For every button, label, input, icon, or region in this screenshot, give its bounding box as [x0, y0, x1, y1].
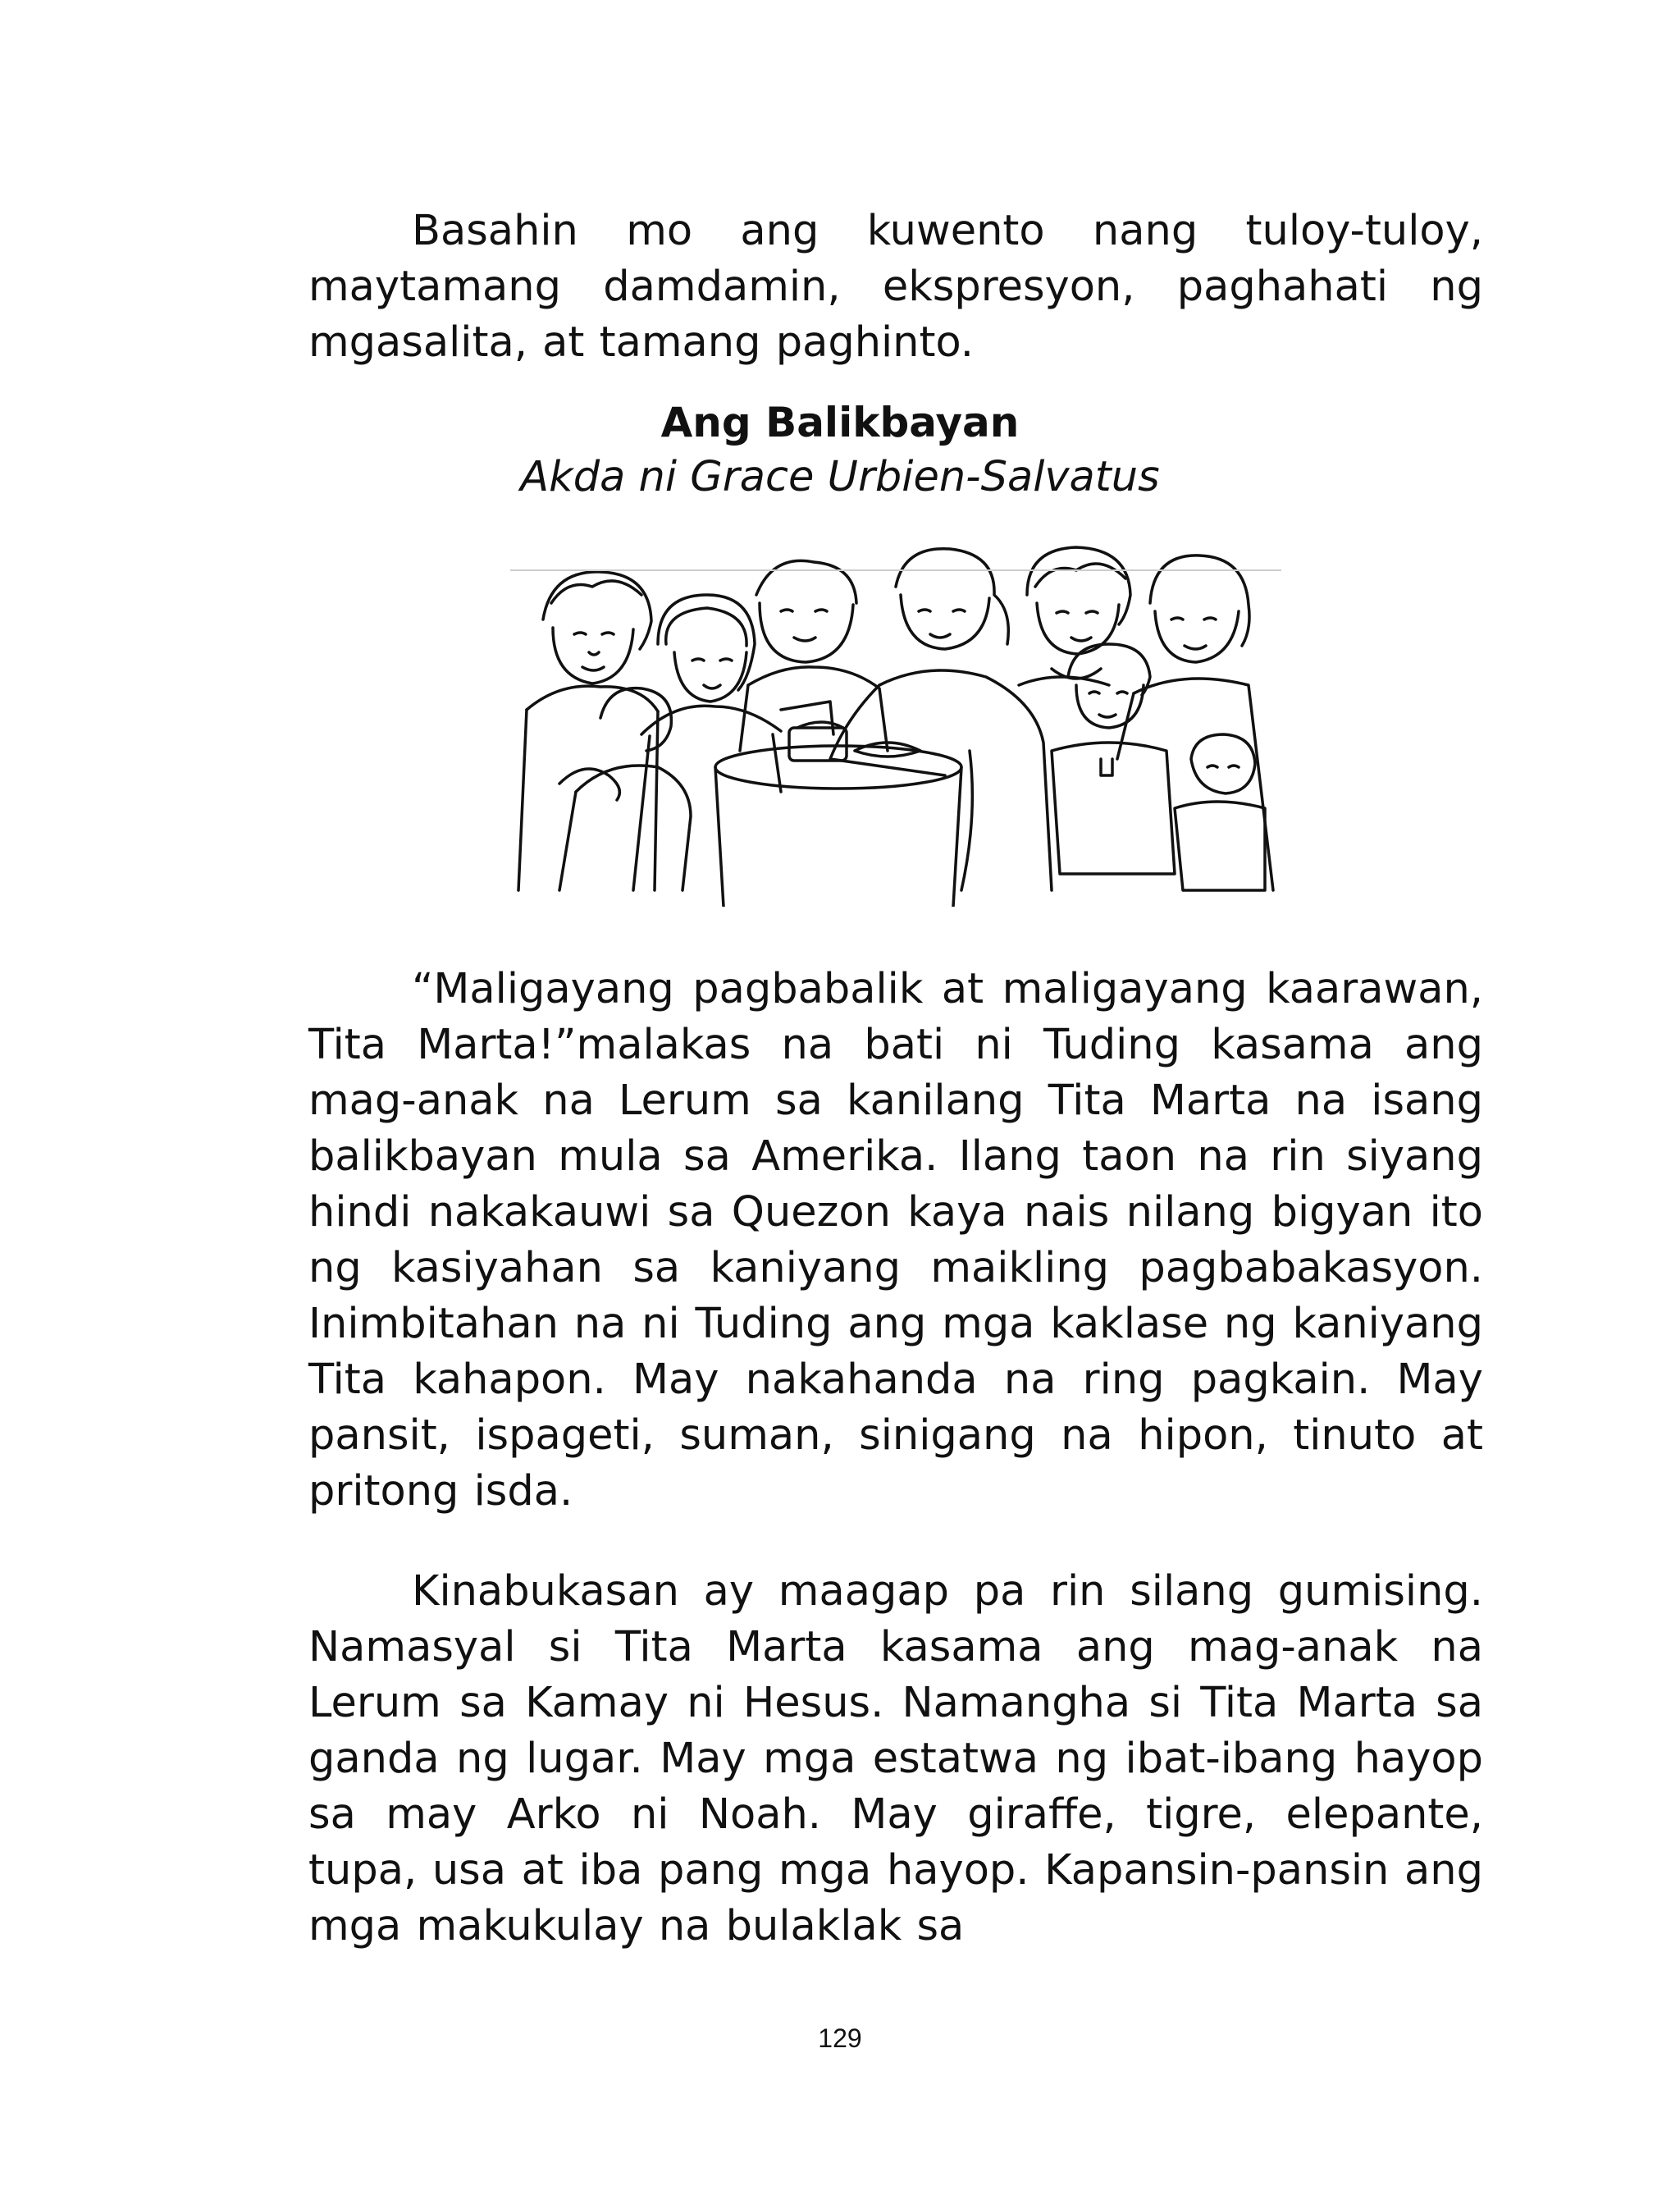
- story-paragraph-2: Kinabukasan ay maagap pa rin silang gumising. Namasyal si Tita Marta kasama ang mag-anak na Lerum sa Kamay ni Hesus. Namangha si Tita Marta sa ganda ng lugar. May mga estatwa ng ibat-ibang hayop sa may Arko ni Noah. May giraffe, tigre, elepante, tupa, usa at iba pang mga hayop. Kapansin-pansin ang mga makukulay na bulaklak sa: [308, 1567, 1483, 1950]
- family-celebration-illustration: [510, 546, 1281, 907]
- story-author: Akda ni Grace Urbien-Salvatus: [520, 453, 1160, 501]
- boy-figure: [1175, 734, 1265, 890]
- story-title: Ang Balikbayan: [660, 399, 1020, 446]
- young-woman-figure: [830, 549, 1052, 890]
- grandfather-figure: [1117, 556, 1273, 890]
- child-left-figure: [559, 688, 691, 890]
- intro-paragraph: Basahin mo ang kuwento nang tuloy-tuloy, maytamang damdamin, ekspresyon, paghahati ng mgasalita, at tamang paghinto.: [308, 207, 1483, 367]
- table-with-cake: [715, 722, 961, 907]
- page-number: 129: [818, 2023, 862, 2053]
- story-paragraph-1: “Maligayang pagbabalik at maligayang kaarawan, Tita Marta!”malakas na bati ni Tuding kasama ang mag-anak na Lerum sa kanilang Tita Marta na isang balikbayan mula sa Amerika. Ilang taon na rin siyang hindi nakakauwi sa Quezon kaya nais nilang bigyan ito ng kasiyahan sa kaniyang maikling pagbabakasyon. Inimbitahan na ni Tuding ang mga kaklase ng kaniyang Tita kahapon. May nakahanda na ring pagkain. May pansit, ispageti, suman, sinigang na hipon, tinuto at pritong isda.: [308, 965, 1483, 1516]
- grandmother-right-figure: [1019, 547, 1130, 685]
